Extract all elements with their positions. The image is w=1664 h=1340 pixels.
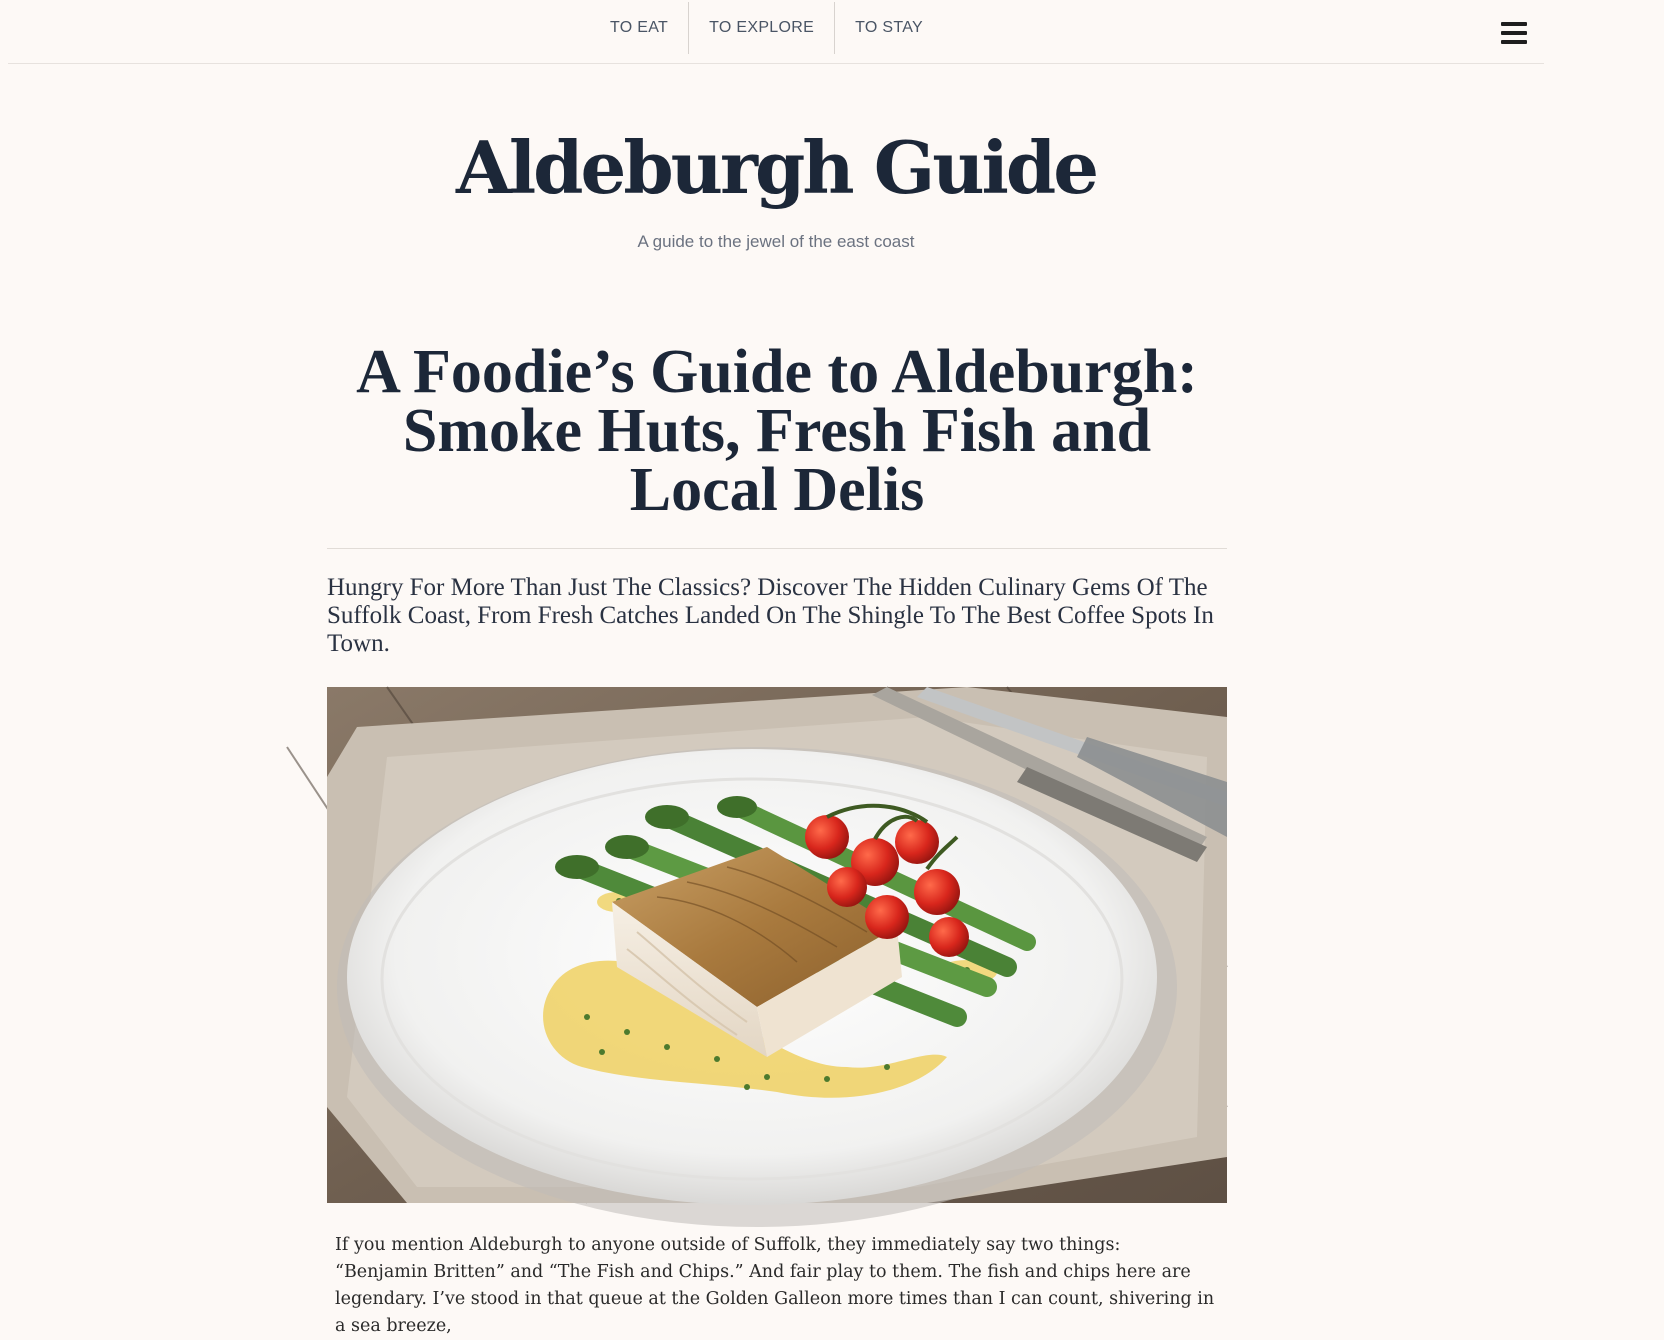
- site-title[interactable]: Aldeburgh Guide: [455, 125, 1097, 210]
- primary-nav: [602, 2, 943, 54]
- article-title: A Foodie’s Guide to Aldeburgh: Smoke Huts, Fresh Fish and Local Delis: [356, 338, 1198, 524]
- menu-bar: [1501, 22, 1527, 26]
- nav-item-to-eat[interactable]: TO EAT: [610, 19, 669, 36]
- site-tagline: A guide to the jewel of the east coast: [637, 232, 915, 251]
- hamburger-menu-icon[interactable]: [1496, 18, 1532, 48]
- nav-item-to-stay[interactable]: TO STAY: [855, 19, 923, 36]
- menu-bar: [1501, 31, 1527, 35]
- top-navigation-bar: [8, 0, 1544, 64]
- nav-item-to-explore[interactable]: TO EXPLORE: [709, 19, 815, 36]
- title-divider: [327, 548, 1227, 549]
- menu-bar: [1501, 40, 1527, 44]
- article-subheading: Hungry For More Than Just The Classics? Discover The Hidden Culinary Gems Of The Suffolk Coast, From Fresh Catches Landed On The Shingle To The Best Coffee Spots In Town.: [327, 574, 1214, 657]
- article-intro-paragraph: If you mention Aldeburgh to anyone outside of Suffolk, they immediately say two things: “Benjamin Britten” and “The Fish and Chips.” And fair play to them. The fish and chips here are legendary. I’ve stood in that queue at the Golden Galleon more times than I can count, shivering in a sea breeze,: [335, 1235, 1215, 1336]
- hero-image-plated-fish: [327, 687, 1227, 1203]
